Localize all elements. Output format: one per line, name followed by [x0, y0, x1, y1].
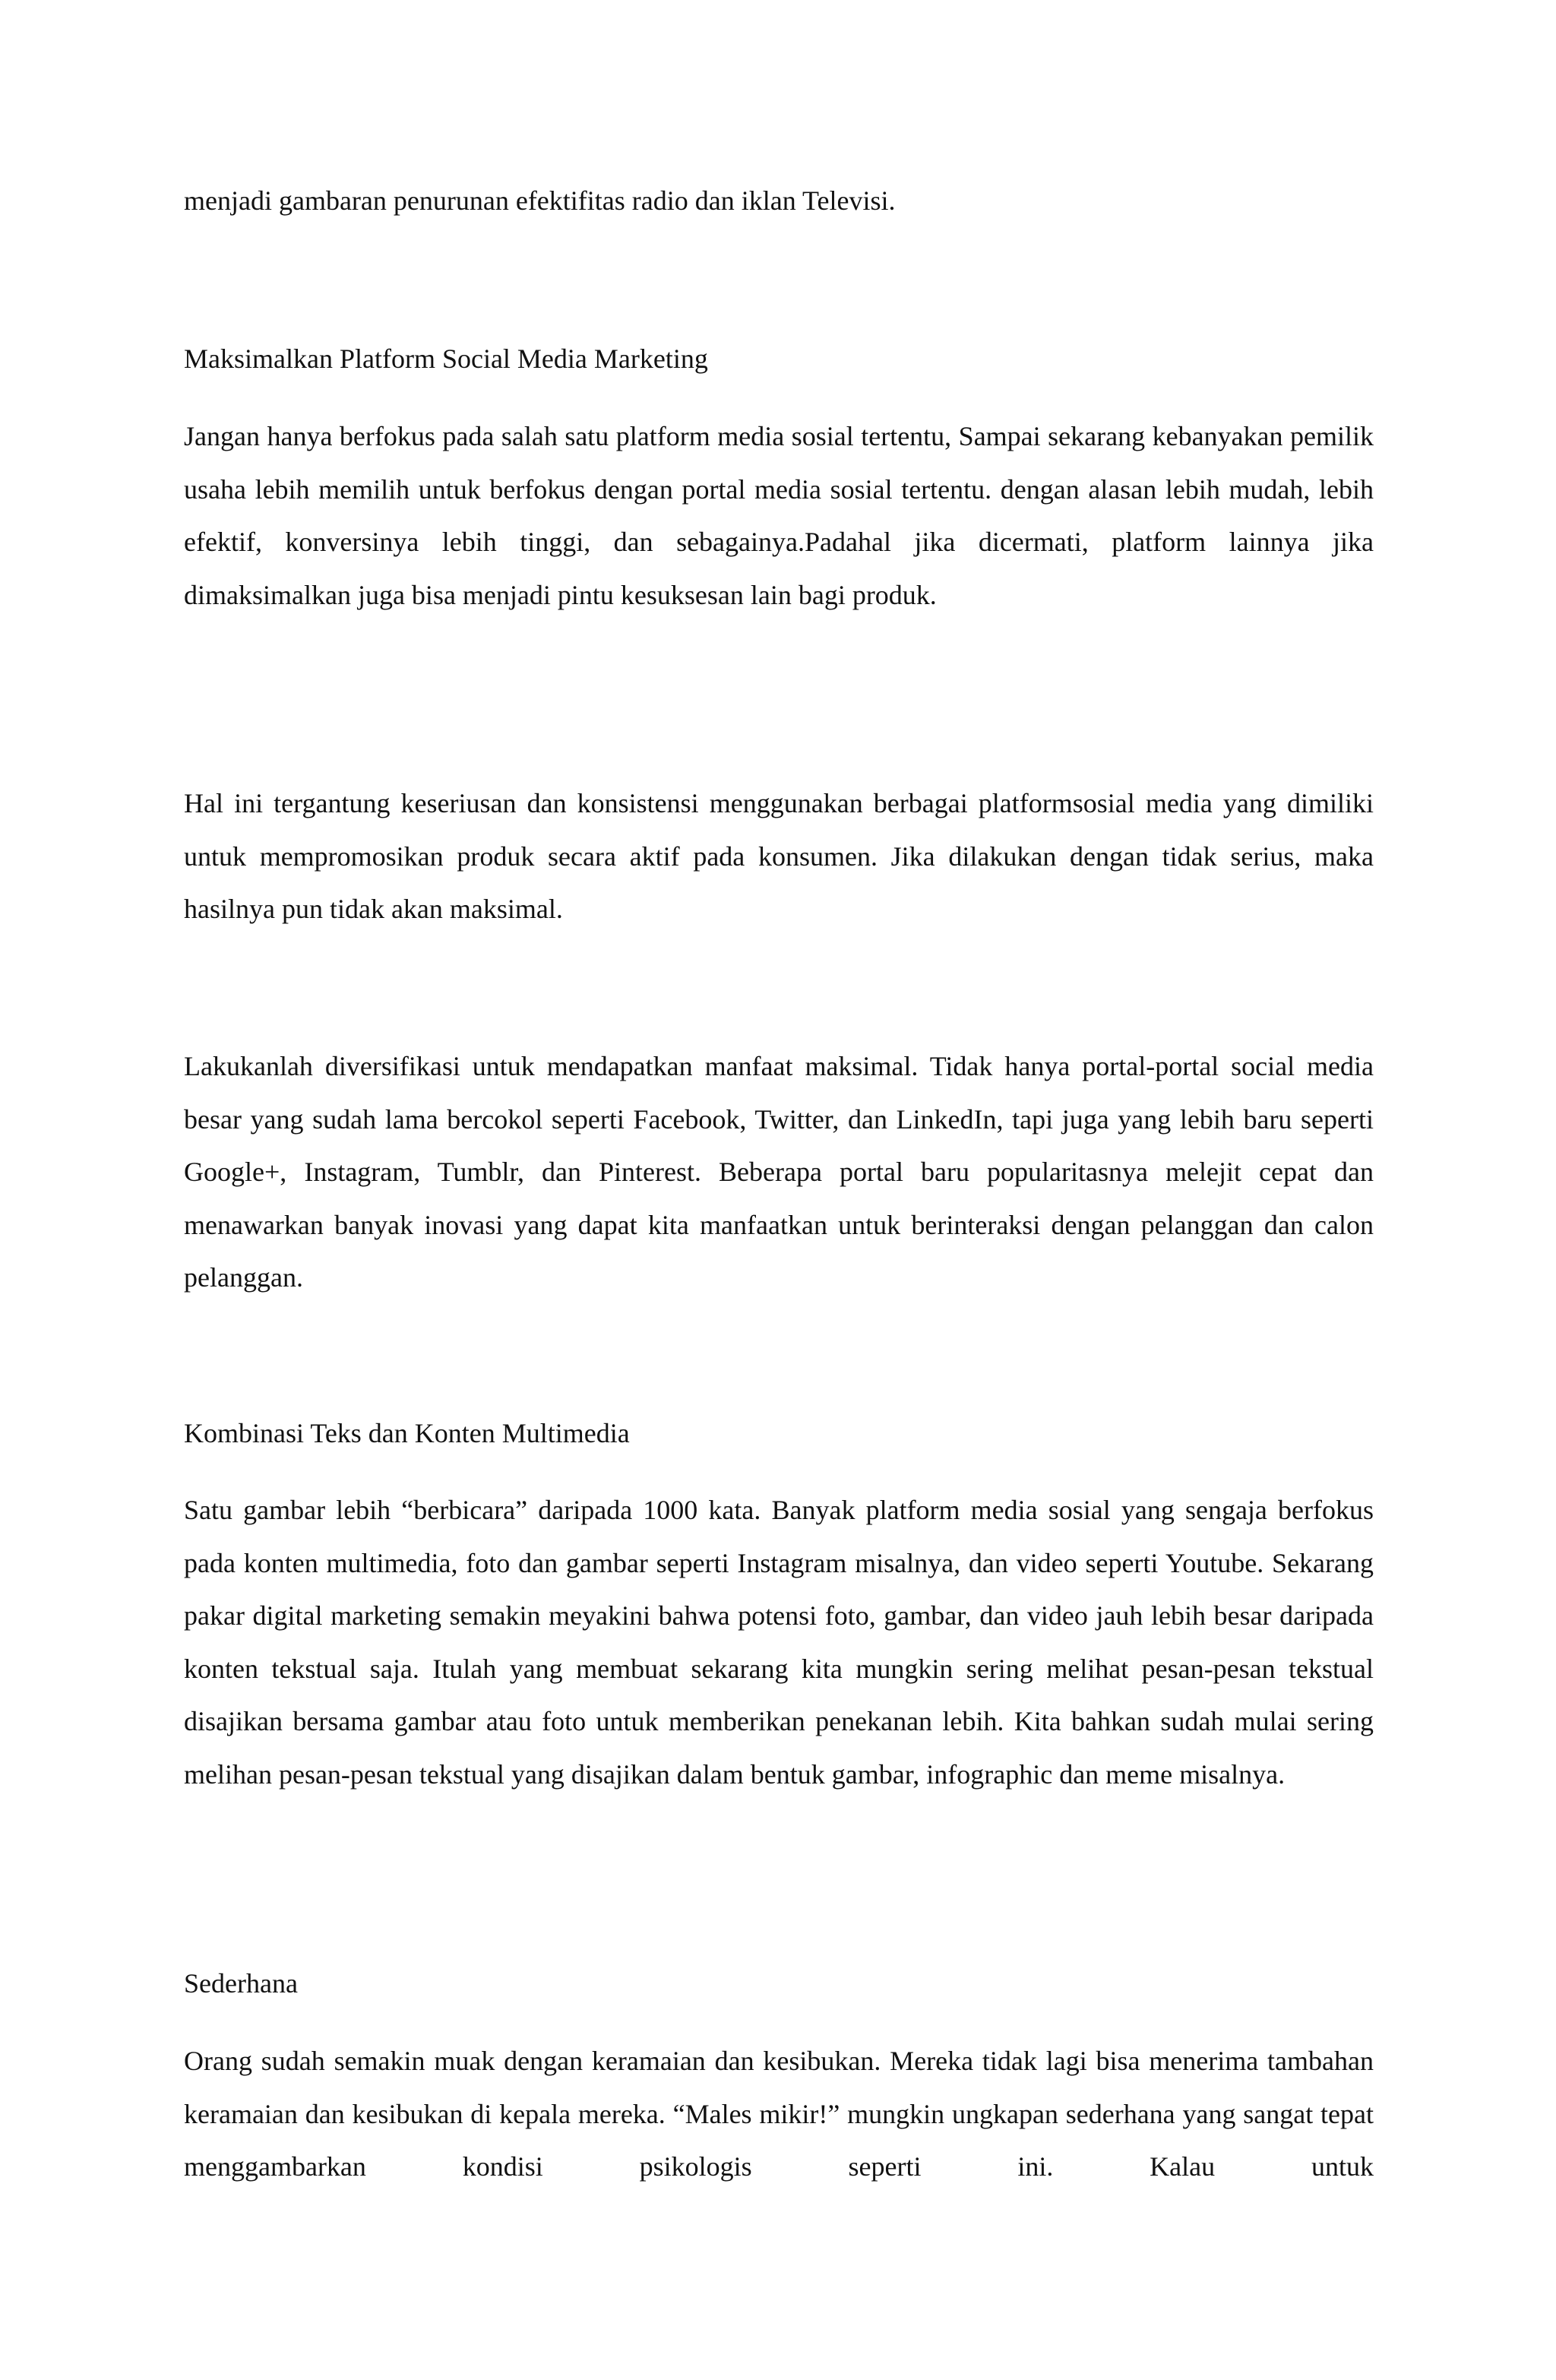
paragraph-platform-1: Jangan hanya berfokus pada salah satu platform media sosial tertentu, Sampai sekarang kebanyakan pemilik usaha lebih memilih untuk berfokus dengan portal media sosial tertentu. dengan alasan lebih mudah, lebih efektif, konversinya lebih tinggi, dan sebagainya.Padahal jika dicermati, platform lainnya jika dimaksimalkan juga bisa menjadi pintu kesuksesan lain bagi produk.	[184, 421, 1374, 610]
intro-line: menjadi gambaran penurunan efektifitas radio dan iklan Televisi.	[184, 185, 896, 216]
section-heading-sederhana: Sederhana	[184, 1968, 298, 1999]
paragraph-sederhana-1: Orang sudah semakin muak dengan keramaian dan kesibukan. Mereka tidak lagi bisa menerima tambahan keramaian dan kesibukan di kepala mereka. “Males mikir!” mungkin ungkapan sederhana yang sangat tepat menggambarkan kondisi psikologis seperti ini. Kalau untuk	[184, 2046, 1374, 2182]
paragraph-platform-3: Lakukanlah diversifikasi untuk mendapatkan manfaat maksimal. Tidak hanya portal-portal social media besar yang sudah lama bercokol seperti Facebook, Twitter, dan LinkedIn, tapi juga yang lebih baru seperti Google+, Instagram, Tumblr, dan Pinterest. Beberapa portal baru popularitasnya melejit cepat dan menawarkan banyak inovasi yang dapat kita manfaatkan untuk berinteraksi dengan pelanggan dan calon pelanggan.	[184, 1051, 1374, 1293]
section-heading-multimedia: Kombinasi Teks dan Konten Multimedia	[184, 1418, 630, 1448]
section-heading-platform: Maksimalkan Platform Social Media Marketing	[184, 343, 708, 374]
paragraph-platform-2: Hal ini tergantung keseriusan dan konsistensi menggunakan berbagai platformsosial media yang dimiliki untuk mempromosikan produk secara aktif pada konsumen. Jika dilakukan dengan tidak serius, maka hasilnya pun tidak akan maksimal.	[184, 788, 1374, 924]
paragraph-multimedia-1: Satu gambar lebih “berbicara” daripada 1000 kata. Banyak platform media sosial yang sengaja berfokus pada konten multimedia, foto dan gambar seperti Instagram misalnya, dan video seperti Youtube. Sekarang pakar digital marketing semakin meyakini bahwa potensi foto, gambar, dan video jauh lebih besar daripada konten tekstual saja. Itulah yang membuat sekarang kita mungkin sering melihat pesan-pesan tekstual disajikan bersama gambar atau foto untuk memberikan penekanan lebih. Kita bahkan sudah mulai sering melihan pesan-pesan tekstual yang disajikan dalam bentuk gambar, infographic dan meme misalnya.	[184, 1495, 1374, 1790]
